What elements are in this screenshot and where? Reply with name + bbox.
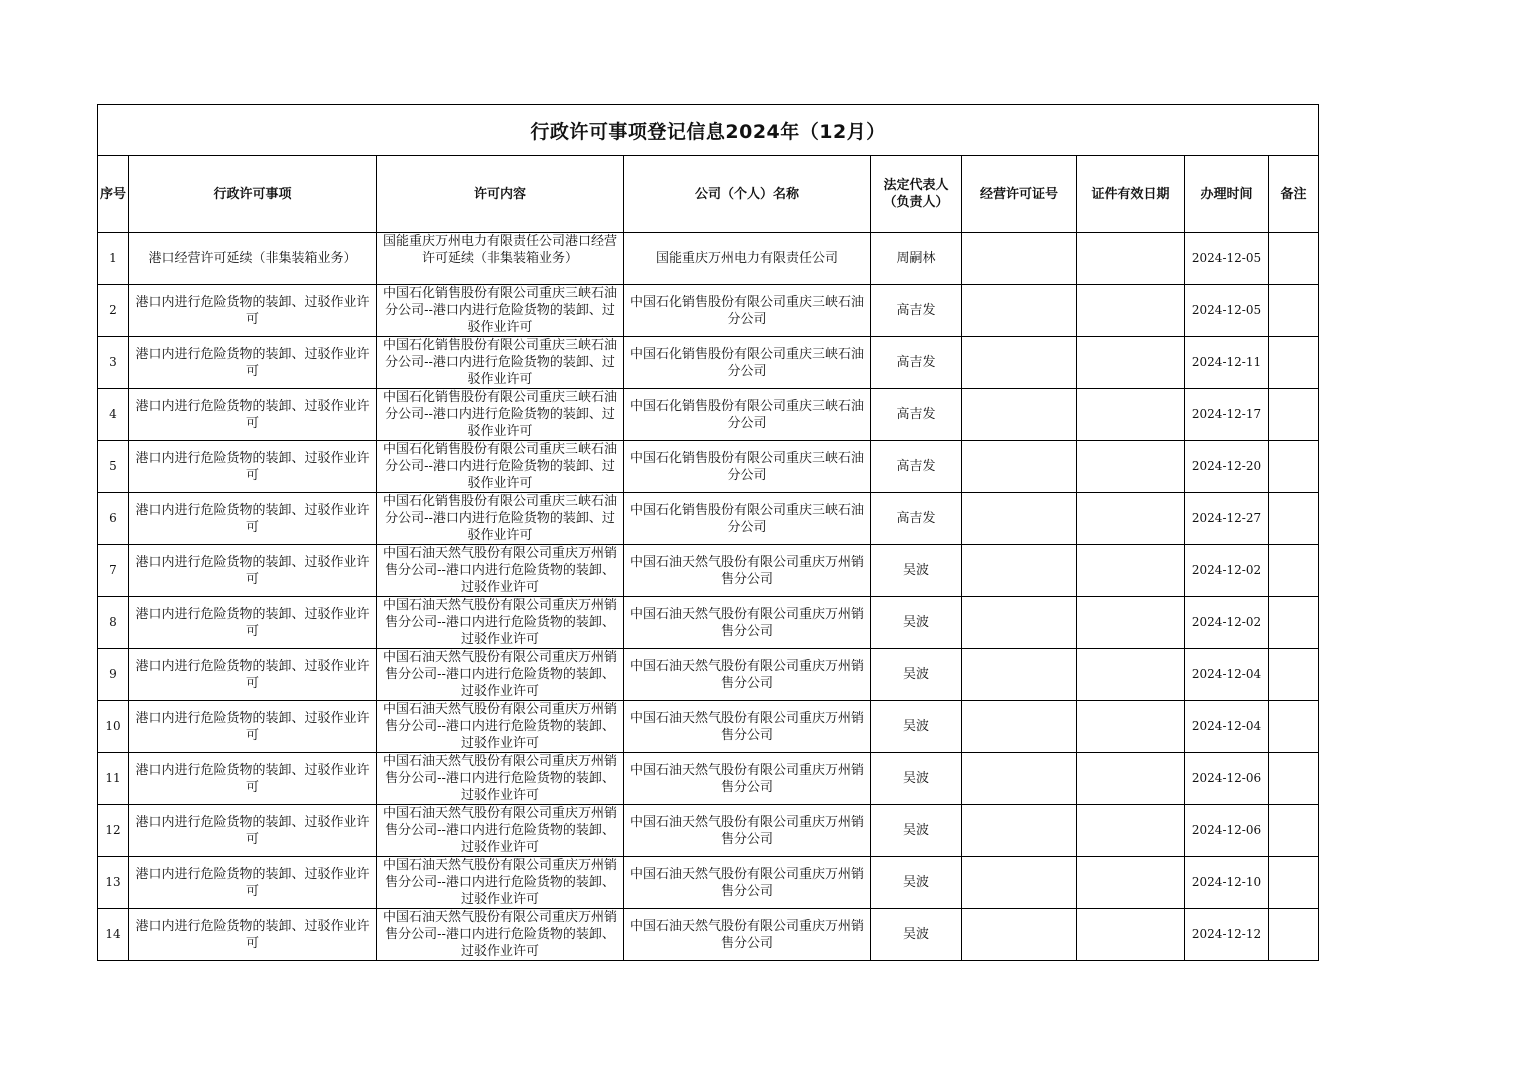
cell-seq	[98, 285, 129, 337]
cell-company	[624, 753, 871, 805]
cell-content	[377, 441, 624, 493]
header-legal-rep-line2: （负责人）	[883, 195, 949, 210]
cell-seq	[98, 805, 129, 857]
cell-handle-time	[1185, 597, 1269, 649]
table-row	[98, 493, 1319, 545]
cell-item-text: 港口内进行危险货物的装卸、过驳作业许可	[135, 814, 370, 847]
cell-license-no	[962, 493, 1077, 545]
cell-handle-time	[1185, 493, 1269, 545]
cell-item	[129, 493, 377, 545]
cell-company-text: 中国石油天然气股份有限公司重庆万州销售分公司	[629, 710, 864, 743]
cell-company-text: 中国石油天然气股份有限公司重庆万州销售分公司	[629, 554, 864, 587]
cell-item	[129, 857, 377, 909]
cell-remark	[1269, 337, 1319, 389]
cell-item-text: 港口内进行危险货物的装卸、过驳作业许可	[135, 606, 370, 639]
cell-handle-time-text: 2024-12-04	[1191, 667, 1262, 681]
cell-company	[624, 649, 871, 701]
cell-handle-time-text: 2024-12-17	[1191, 407, 1262, 421]
cell-remark	[1269, 857, 1319, 909]
cell-handle-time	[1185, 337, 1269, 389]
cell-seq-text: 14	[105, 927, 121, 941]
cell-item-text: 港口内进行危险货物的装卸、过驳作业许可	[135, 866, 370, 899]
cell-company-text: 中国石油天然气股份有限公司重庆万州销售分公司	[629, 658, 864, 691]
cell-company-text: 中国石化销售股份有限公司重庆三峡石油分公司	[629, 398, 864, 431]
cell-item	[129, 805, 377, 857]
cell-seq	[98, 649, 129, 701]
cell-content	[377, 597, 624, 649]
cell-company	[624, 337, 871, 389]
cell-handle-time	[1185, 753, 1269, 805]
cell-handle-time	[1185, 701, 1269, 753]
cell-item	[129, 909, 377, 961]
cell-remark	[1269, 753, 1319, 805]
cell-seq-text: 1	[109, 251, 117, 265]
cell-company-text: 中国石化销售股份有限公司重庆三峡石油分公司	[629, 294, 864, 327]
cell-handle-time	[1185, 285, 1269, 337]
cell-content-text: 中国石化销售股份有限公司重庆三峡石油分公司--港口内进行危险货物的装卸、过驳作业许可	[382, 286, 617, 335]
cell-legal-rep	[871, 233, 962, 285]
cell-license-no	[962, 545, 1077, 597]
cell-content-text: 中国石化销售股份有限公司重庆三峡石油分公司--港口内进行危险货物的装卸、过驳作业许可	[382, 494, 617, 543]
cell-company-text: 中国石化销售股份有限公司重庆三峡石油分公司	[629, 346, 864, 379]
cell-valid-date	[1077, 649, 1185, 701]
cell-handle-time	[1185, 389, 1269, 441]
cell-content-text: 国能重庆万州电力有限责任公司港口经营许可延续（非集装箱业务）	[382, 234, 617, 266]
cell-content-text: 中国石油天然气股份有限公司重庆万州销售分公司--港口内进行危险货物的装卸、过驳作业许可	[382, 650, 617, 699]
cell-item	[129, 649, 377, 701]
cell-legal-rep-text: 高吉发	[896, 459, 936, 474]
cell-handle-time-text: 2024-12-02	[1191, 615, 1262, 629]
table-row	[98, 597, 1319, 649]
cell-company-text: 中国石油天然气股份有限公司重庆万州销售分公司	[629, 866, 864, 899]
cell-content	[377, 545, 624, 597]
cell-handle-time-text: 2024-12-10	[1191, 875, 1262, 889]
cell-seq-text: 7	[109, 563, 117, 577]
cell-seq-text: 3	[109, 355, 117, 369]
cell-company-text: 中国石油天然气股份有限公司重庆万州销售分公司	[629, 606, 864, 639]
cell-legal-rep	[871, 649, 962, 701]
cell-company	[624, 857, 871, 909]
cell-company-text: 中国石化销售股份有限公司重庆三峡石油分公司	[629, 450, 864, 483]
cell-item-text: 港口内进行危险货物的装卸、过驳作业许可	[135, 762, 370, 795]
cell-seq	[98, 857, 129, 909]
header-content: 许可内容	[377, 156, 624, 233]
cell-content	[377, 857, 624, 909]
table-row	[98, 701, 1319, 753]
cell-handle-time	[1185, 545, 1269, 597]
cell-legal-rep	[871, 441, 962, 493]
cell-handle-time-text: 2024-12-02	[1191, 563, 1262, 577]
cell-remark	[1269, 389, 1319, 441]
cell-item-text: 港口内进行危险货物的装卸、过驳作业许可	[135, 502, 370, 535]
cell-content-text: 中国石油天然气股份有限公司重庆万州销售分公司--港口内进行危险货物的装卸、过驳作业许可	[382, 910, 617, 959]
cell-seq	[98, 597, 129, 649]
header-handle-time: 办理时间	[1185, 156, 1269, 233]
cell-legal-rep-text: 高吉发	[896, 511, 936, 526]
cell-item	[129, 389, 377, 441]
cell-item	[129, 441, 377, 493]
cell-item	[129, 597, 377, 649]
header-legal-rep	[871, 156, 962, 233]
cell-item	[129, 701, 377, 753]
license-registry-table	[97, 104, 1319, 961]
header-legal-rep-line1: 法定代表人	[883, 178, 949, 193]
cell-seq	[98, 545, 129, 597]
cell-content	[377, 649, 624, 701]
cell-item-text: 港口内进行危险货物的装卸、过驳作业许可	[135, 398, 370, 431]
cell-seq-text: 9	[109, 667, 117, 681]
cell-seq	[98, 389, 129, 441]
table-row	[98, 857, 1319, 909]
cell-content	[377, 805, 624, 857]
header-license-no: 经营许可证号	[962, 156, 1077, 233]
header-seq: 序号	[98, 156, 129, 233]
cell-remark	[1269, 233, 1319, 285]
cell-seq	[98, 337, 129, 389]
cell-seq	[98, 493, 129, 545]
cell-remark	[1269, 441, 1319, 493]
cell-content-text: 中国石化销售股份有限公司重庆三峡石油分公司--港口内进行危险货物的装卸、过驳作业许可	[382, 338, 617, 387]
cell-handle-time-text: 2024-12-20	[1191, 459, 1262, 473]
cell-remark	[1269, 545, 1319, 597]
cell-legal-rep	[871, 805, 962, 857]
cell-content	[377, 701, 624, 753]
cell-company	[624, 805, 871, 857]
cell-legal-rep	[871, 701, 962, 753]
cell-content-text: 中国石油天然气股份有限公司重庆万州销售分公司--港口内进行危险货物的装卸、过驳作业许可	[382, 858, 617, 907]
cell-legal-rep	[871, 389, 962, 441]
cell-handle-time-text: 2024-12-12	[1191, 927, 1262, 941]
cell-item	[129, 285, 377, 337]
cell-valid-date	[1077, 233, 1185, 285]
table-row	[98, 337, 1319, 389]
cell-seq-text: 6	[109, 511, 117, 525]
cell-item	[129, 337, 377, 389]
cell-legal-rep-text: 吴波	[902, 875, 929, 890]
cell-remark	[1269, 805, 1319, 857]
header-company: 公司（个人）名称	[624, 156, 871, 233]
cell-license-no	[962, 701, 1077, 753]
cell-content-text: 中国石油天然气股份有限公司重庆万州销售分公司--港口内进行危险货物的装卸、过驳作业许可	[382, 702, 617, 751]
cell-license-no	[962, 909, 1077, 961]
cell-remark	[1269, 285, 1319, 337]
cell-content	[377, 389, 624, 441]
cell-valid-date	[1077, 337, 1185, 389]
cell-license-no	[962, 857, 1077, 909]
cell-company	[624, 545, 871, 597]
cell-content	[377, 337, 624, 389]
cell-remark	[1269, 701, 1319, 753]
cell-valid-date	[1077, 909, 1185, 961]
cell-content	[377, 753, 624, 805]
cell-content-text: 中国石油天然气股份有限公司重庆万州销售分公司--港口内进行危险货物的装卸、过驳作业许可	[382, 754, 617, 803]
cell-valid-date	[1077, 545, 1185, 597]
cell-legal-rep-text: 吴波	[902, 615, 929, 630]
cell-company	[624, 285, 871, 337]
cell-handle-time-text: 2024-12-05	[1191, 251, 1262, 265]
cell-item-text: 港口内进行危险货物的装卸、过驳作业许可	[135, 918, 370, 951]
cell-content-text: 中国石油天然气股份有限公司重庆万州销售分公司--港口内进行危险货物的装卸、过驳作业许可	[382, 806, 617, 855]
cell-legal-rep	[871, 909, 962, 961]
cell-handle-time-text: 2024-12-06	[1191, 823, 1262, 837]
cell-legal-rep-text: 吴波	[902, 927, 929, 942]
cell-seq	[98, 441, 129, 493]
cell-legal-rep-text: 高吉发	[896, 303, 936, 318]
cell-legal-rep	[871, 857, 962, 909]
cell-company	[624, 233, 871, 285]
cell-valid-date	[1077, 805, 1185, 857]
cell-handle-time-text: 2024-12-05	[1191, 303, 1262, 317]
cell-legal-rep	[871, 597, 962, 649]
cell-legal-rep-text: 吴波	[902, 823, 929, 838]
table-row	[98, 545, 1319, 597]
table-row	[98, 233, 1319, 285]
cell-remark	[1269, 909, 1319, 961]
cell-legal-rep-text: 吴波	[902, 667, 929, 682]
cell-legal-rep-text: 吴波	[902, 771, 929, 786]
cell-legal-rep-text: 高吉发	[896, 355, 936, 370]
table-row	[98, 753, 1319, 805]
cell-legal-rep	[871, 285, 962, 337]
cell-company-text: 中国石油天然气股份有限公司重庆万州销售分公司	[629, 814, 864, 847]
cell-valid-date	[1077, 597, 1185, 649]
cell-company	[624, 909, 871, 961]
cell-company-text: 中国石化销售股份有限公司重庆三峡石油分公司	[629, 502, 864, 535]
cell-valid-date	[1077, 753, 1185, 805]
cell-license-no	[962, 285, 1077, 337]
cell-license-no	[962, 389, 1077, 441]
cell-handle-time	[1185, 805, 1269, 857]
cell-handle-time-text: 2024-12-04	[1191, 719, 1262, 733]
cell-content	[377, 233, 624, 285]
cell-license-no	[962, 597, 1077, 649]
cell-license-no	[962, 233, 1077, 285]
cell-seq-text: 8	[109, 615, 117, 629]
cell-seq-text: 13	[105, 875, 121, 889]
cell-license-no	[962, 441, 1077, 493]
table-body	[98, 233, 1319, 961]
cell-company	[624, 493, 871, 545]
cell-valid-date	[1077, 441, 1185, 493]
cell-company-text: 国能重庆万州电力有限责任公司	[655, 251, 838, 266]
cell-seq-text: 5	[109, 459, 117, 473]
cell-seq	[98, 909, 129, 961]
cell-item-text: 港口内进行危险货物的装卸、过驳作业许可	[135, 294, 370, 327]
cell-handle-time-text: 2024-12-11	[1191, 355, 1262, 369]
cell-content-text: 中国石化销售股份有限公司重庆三峡石油分公司--港口内进行危险货物的装卸、过驳作业许可	[382, 442, 617, 491]
cell-seq-text: 4	[109, 407, 117, 421]
cell-license-no	[962, 805, 1077, 857]
table-row	[98, 909, 1319, 961]
header-item: 行政许可事项	[129, 156, 377, 233]
cell-seq	[98, 701, 129, 753]
cell-legal-rep-text: 周嗣林	[896, 251, 936, 266]
cell-item-text: 港口经营许可延续（非集装箱业务）	[148, 251, 357, 266]
cell-handle-time-text: 2024-12-06	[1191, 771, 1262, 785]
cell-legal-rep	[871, 493, 962, 545]
cell-company	[624, 701, 871, 753]
cell-legal-rep-text: 高吉发	[896, 407, 936, 422]
cell-seq-text: 12	[105, 823, 121, 837]
header-row	[98, 156, 1319, 233]
cell-item-text: 港口内进行危险货物的装卸、过驳作业许可	[135, 554, 370, 587]
cell-valid-date	[1077, 285, 1185, 337]
cell-item	[129, 545, 377, 597]
cell-content	[377, 493, 624, 545]
cell-company-text: 中国石油天然气股份有限公司重庆万州销售分公司	[629, 762, 864, 795]
cell-handle-time	[1185, 857, 1269, 909]
cell-handle-time	[1185, 909, 1269, 961]
cell-company	[624, 441, 871, 493]
cell-legal-rep-text: 吴波	[902, 719, 929, 734]
cell-content	[377, 285, 624, 337]
header-valid-date: 证件有效日期	[1077, 156, 1185, 233]
table-title: 行政许可事项登记信息2024年（12月）	[98, 105, 1319, 156]
table-row	[98, 649, 1319, 701]
cell-license-no	[962, 753, 1077, 805]
cell-seq	[98, 753, 129, 805]
header-remark: 备注	[1269, 156, 1319, 233]
cell-handle-time-text: 2024-12-27	[1191, 511, 1262, 525]
cell-item	[129, 233, 377, 285]
cell-seq	[98, 233, 129, 285]
cell-item-text: 港口内进行危险货物的装卸、过驳作业许可	[135, 658, 370, 691]
table-row	[98, 805, 1319, 857]
cell-company	[624, 389, 871, 441]
cell-legal-rep-text: 吴波	[902, 563, 929, 578]
cell-legal-rep	[871, 753, 962, 805]
cell-license-no	[962, 649, 1077, 701]
table-row	[98, 285, 1319, 337]
cell-remark	[1269, 493, 1319, 545]
cell-valid-date	[1077, 493, 1185, 545]
cell-content-text: 中国石化销售股份有限公司重庆三峡石油分公司--港口内进行危险货物的装卸、过驳作业许可	[382, 390, 617, 439]
cell-valid-date	[1077, 389, 1185, 441]
cell-remark	[1269, 597, 1319, 649]
cell-handle-time	[1185, 233, 1269, 285]
cell-item-text: 港口内进行危险货物的装卸、过驳作业许可	[135, 710, 370, 743]
cell-item-text: 港口内进行危险货物的装卸、过驳作业许可	[135, 450, 370, 483]
cell-content-text: 中国石油天然气股份有限公司重庆万州销售分公司--港口内进行危险货物的装卸、过驳作业许可	[382, 598, 617, 647]
cell-valid-date	[1077, 701, 1185, 753]
table-row	[98, 441, 1319, 493]
cell-handle-time	[1185, 649, 1269, 701]
cell-handle-time	[1185, 441, 1269, 493]
cell-content	[377, 909, 624, 961]
cell-content-text: 中国石油天然气股份有限公司重庆万州销售分公司--港口内进行危险货物的装卸、过驳作业许可	[382, 546, 617, 595]
cell-remark	[1269, 649, 1319, 701]
table-row	[98, 389, 1319, 441]
cell-seq-text: 10	[105, 719, 121, 733]
cell-license-no	[962, 337, 1077, 389]
cell-legal-rep	[871, 545, 962, 597]
cell-item	[129, 753, 377, 805]
cell-company	[624, 597, 871, 649]
cell-valid-date	[1077, 857, 1185, 909]
cell-item-text: 港口内进行危险货物的装卸、过驳作业许可	[135, 346, 370, 379]
cell-seq-text: 2	[109, 303, 117, 317]
cell-seq-text: 11	[105, 771, 121, 785]
cell-legal-rep	[871, 337, 962, 389]
cell-company-text: 中国石油天然气股份有限公司重庆万州销售分公司	[629, 918, 864, 951]
